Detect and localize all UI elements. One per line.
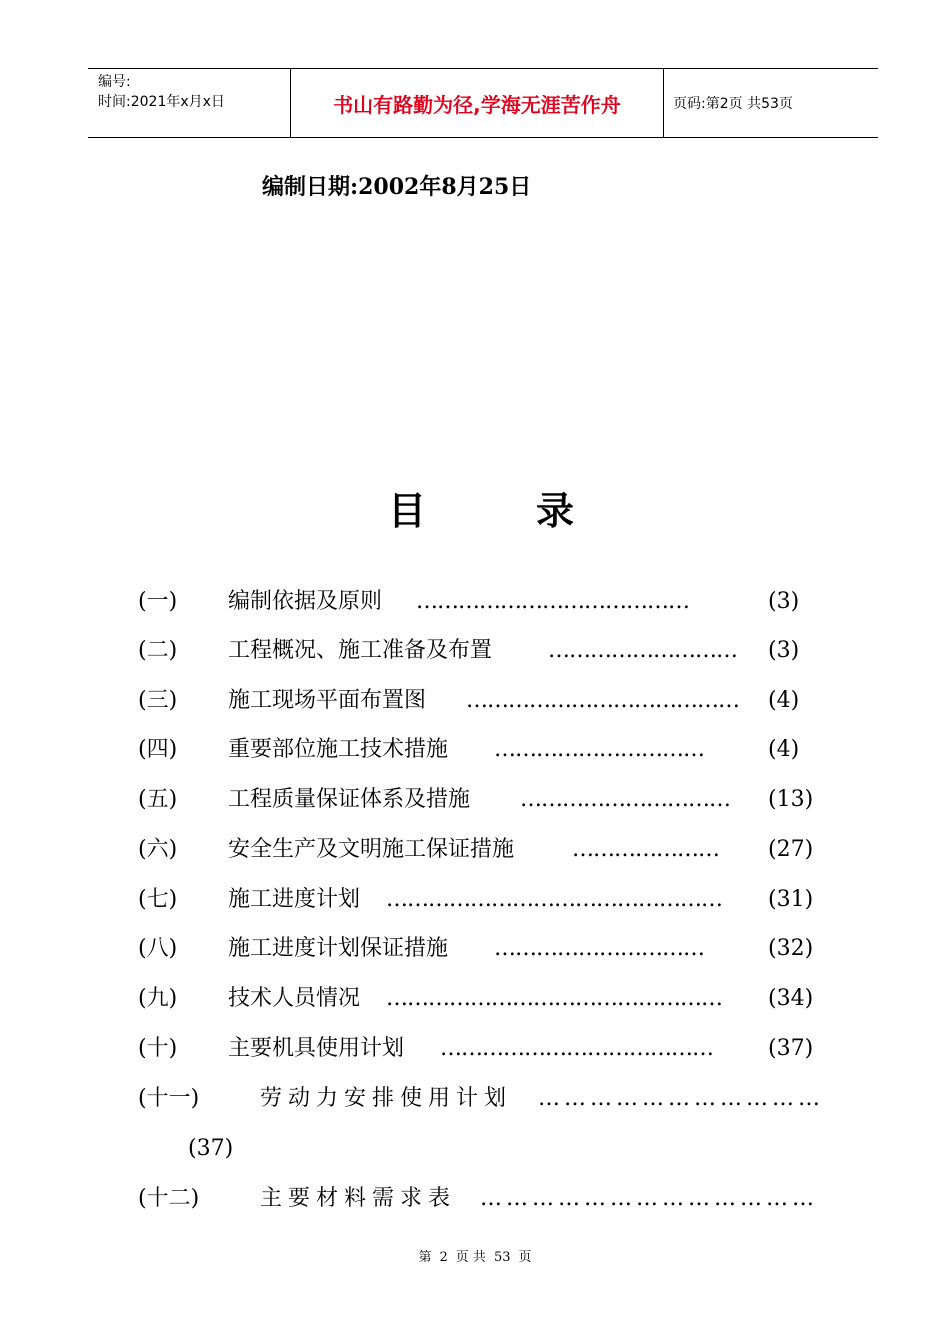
toc-item[interactable] xyxy=(138,783,838,817)
toc-title-char-1: 目 xyxy=(388,488,427,533)
toc-item[interactable] xyxy=(138,1082,838,1116)
toc-item-number: (二) xyxy=(138,638,178,663)
toc-item-leader: ………………………………………… xyxy=(386,887,722,912)
header-motto: 书山有路勤为径,学海无涯苦作舟 xyxy=(333,92,621,117)
toc-item-page: (31) xyxy=(768,887,814,912)
toc-item[interactable] xyxy=(138,982,838,1016)
toc-item-page: (4) xyxy=(768,737,800,762)
toc-item-number: (三) xyxy=(138,688,178,713)
toc-item[interactable] xyxy=(138,1182,838,1216)
toc-item-number: (四) xyxy=(138,737,178,762)
footer-total-pages: 53 xyxy=(493,1250,511,1265)
toc-item-number: (九) xyxy=(138,986,178,1011)
toc-item-leader: ………………………………… xyxy=(416,589,689,614)
toc-item-title: 安全生产及文明施工保证措施 xyxy=(228,837,515,862)
toc-item-title: 主要材料需求表 xyxy=(260,1186,457,1211)
toc-item-title: 施工现场平面布置图 xyxy=(228,688,427,713)
footer-suffix: 页 xyxy=(518,1250,532,1265)
page-header xyxy=(88,68,878,138)
toc-item-number: (五) xyxy=(138,787,178,812)
header-number-label: 编号: xyxy=(98,74,131,90)
toc-item-title: 施工进度计划保证措施 xyxy=(228,936,449,961)
toc-item-page: (4) xyxy=(768,688,800,713)
toc-item-number: (十二) xyxy=(138,1186,200,1211)
toc-item-title: 主要机具使用计划 xyxy=(228,1036,405,1061)
toc-item[interactable] xyxy=(138,733,838,767)
page-footer xyxy=(0,1246,950,1265)
toc-item-leader: …………………………… xyxy=(538,1086,824,1111)
footer-prefix: 第 xyxy=(418,1250,432,1265)
toc-item-page: (37) xyxy=(768,1036,814,1061)
toc-title xyxy=(388,480,574,535)
toc-item-leader: ……………………… xyxy=(548,638,737,663)
toc-title-char-2: 录 xyxy=(536,488,575,533)
footer-mid: 页 共 xyxy=(455,1250,486,1265)
toc-item-leader: ………………………… xyxy=(520,787,730,812)
toc-item-page: (3) xyxy=(768,589,800,614)
toc-item-leader: ………………………………… xyxy=(466,688,739,713)
toc-item-leader: ………………… xyxy=(572,837,719,862)
toc-item-page: (13) xyxy=(768,787,814,812)
toc-item-title: 编制依据及原则 xyxy=(228,589,383,614)
toc-item[interactable] xyxy=(138,932,838,966)
toc-item[interactable] xyxy=(138,1032,838,1066)
toc-item-number: (十) xyxy=(138,1036,178,1061)
toc-item[interactable] xyxy=(138,634,838,668)
toc-item-leader: ………………………………… xyxy=(440,1036,713,1061)
toc-item-title: 施工进度计划 xyxy=(228,887,361,912)
header-divider-right xyxy=(663,69,664,137)
header-meta xyxy=(98,72,225,112)
toc-item-leader: ………………………………………… xyxy=(386,986,722,1011)
toc-item-title: 重要部位施工技术措施 xyxy=(228,737,449,762)
footer-current-page: 2 xyxy=(439,1250,448,1265)
compile-date: 编制日期:2002年8月25日 xyxy=(262,174,532,200)
toc-item-title: 劳动力安排使用计划 xyxy=(260,1086,513,1111)
header-time-label: 时间:2021年x月x日 xyxy=(98,94,225,110)
toc-item-leader: ………………………… xyxy=(494,936,704,961)
toc-item-leader: ………………………… xyxy=(494,737,704,762)
toc-item-page: (27) xyxy=(768,837,814,862)
toc-item-leader: ………………………………… xyxy=(480,1186,818,1211)
toc-item[interactable] xyxy=(138,883,838,917)
toc-item[interactable] xyxy=(138,684,838,718)
toc-item-page: (34) xyxy=(768,986,814,1011)
toc-item[interactable] xyxy=(138,833,838,867)
toc-item-number: (一) xyxy=(138,589,178,614)
toc-item-title: 技术人员情况 xyxy=(228,986,361,1011)
toc-item-page: (32) xyxy=(768,936,814,961)
toc-item-title: 工程质量保证体系及措施 xyxy=(228,787,471,812)
toc-item-number: (八) xyxy=(138,936,178,961)
toc-item-title: 工程概况、施工准备及布置 xyxy=(228,638,493,663)
toc-item-number: (七) xyxy=(138,887,178,912)
header-page-info: 页码:第2页 共53页 xyxy=(673,96,793,112)
toc-item-page: (3) xyxy=(768,638,800,663)
toc-item-page-continued: (37) xyxy=(188,1136,234,1161)
toc-item-number: (六) xyxy=(138,837,178,862)
toc-item[interactable] xyxy=(138,585,838,619)
toc-item-number: (十一) xyxy=(138,1086,200,1111)
